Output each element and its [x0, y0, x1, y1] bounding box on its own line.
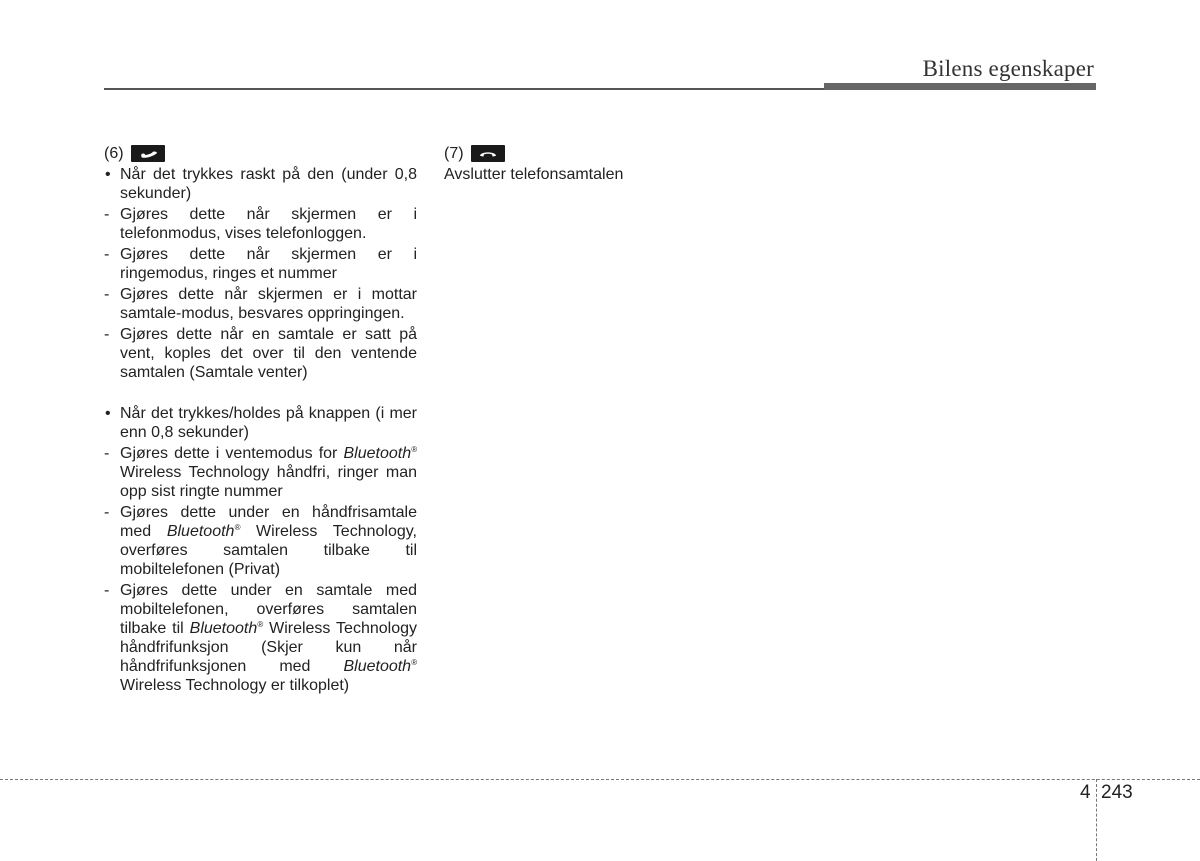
dash-marker: - — [104, 206, 110, 223]
dash-marker: - — [104, 326, 110, 343]
bluetooth-term: Bluetooth — [189, 620, 258, 637]
bullet-marker: • — [105, 166, 111, 183]
bullet-text: Når det trykkes raskt på den (under 0,8 sekunder) — [120, 166, 417, 202]
section-number: (7) — [444, 145, 464, 162]
dash-marker: - — [104, 246, 110, 263]
list-item — [104, 165, 417, 203]
list-item — [104, 503, 417, 579]
section-6-heading — [104, 144, 417, 163]
item-text: Wireless Technology håndfrifunksjon (Skjer kun når håndfrifunksjonen med — [120, 620, 418, 675]
list-item — [104, 205, 417, 243]
list-item — [104, 285, 417, 323]
bluetooth-term: Bluetooth — [166, 523, 235, 540]
phone-hangup-icon — [471, 145, 505, 162]
chapter-number: 4 — [1080, 782, 1091, 803]
page-header-title: Bilens egenskaper — [922, 56, 1094, 81]
section-number: (6) — [104, 145, 124, 162]
item-text: Gjøres dette under en samtale med mobiltelefonen, overføres samtalen tilbake til — [120, 582, 417, 637]
header-rule — [104, 88, 824, 90]
item-text: Wireless Technology, overføres samtalen tilbake til mobiltelefonen (Privat) — [120, 523, 417, 578]
registered-mark: ® — [411, 658, 417, 667]
registered-mark: ® — [411, 445, 417, 454]
list-item — [104, 245, 417, 283]
dash-marker: - — [104, 504, 110, 521]
registered-mark: ® — [257, 620, 264, 629]
section-7-text: Avslutter telefonsamtalen — [444, 166, 624, 183]
list-item — [104, 325, 417, 382]
list-item — [104, 404, 417, 442]
left-column — [104, 144, 417, 697]
page-number: 243 — [1101, 782, 1133, 803]
footer-rule — [0, 779, 1200, 780]
bullet-marker: • — [105, 405, 111, 422]
section-7-heading — [444, 144, 774, 163]
item-text: Wireless Technology håndfri, ringer man opp sist ringte nummer — [120, 464, 417, 500]
phone-call-icon — [131, 145, 165, 162]
item-text: Gjøres dette når skjermen er i mottar samtale-modus, besvares oppringingen. — [120, 286, 417, 322]
item-text: Gjøres dette under en håndfrisamtale med — [120, 504, 417, 540]
dash-marker: - — [104, 286, 110, 303]
item-text: Wireless Technology er tilkoplet) — [120, 677, 350, 694]
right-column — [444, 144, 774, 184]
list-item — [104, 581, 417, 695]
bullet-text: Når det trykkes/holdes på knappen (i mer enn 0,8 sekunder) — [120, 405, 417, 441]
footer-divider — [1096, 779, 1097, 861]
registered-mark: ® — [234, 523, 241, 532]
header-rule-accent — [824, 83, 1096, 90]
bluetooth-term: Bluetooth — [343, 658, 412, 675]
dash-marker: - — [104, 582, 110, 599]
bluetooth-term: Bluetooth — [343, 445, 412, 462]
item-text: Gjøres dette når skjermen er i telefonmodus, vises telefonloggen. — [120, 206, 417, 242]
list-item — [104, 444, 417, 501]
spacer — [104, 384, 417, 404]
dash-marker: - — [104, 445, 110, 462]
item-text: Gjøres dette i ventemodus for — [120, 445, 338, 462]
item-text: Gjøres dette når skjermen er i ringemodus, ringes et nummer — [120, 246, 417, 282]
item-text: Gjøres dette når en samtale er satt på vent, koples det over til den ventende samtalen (Samtale venter) — [120, 326, 417, 381]
